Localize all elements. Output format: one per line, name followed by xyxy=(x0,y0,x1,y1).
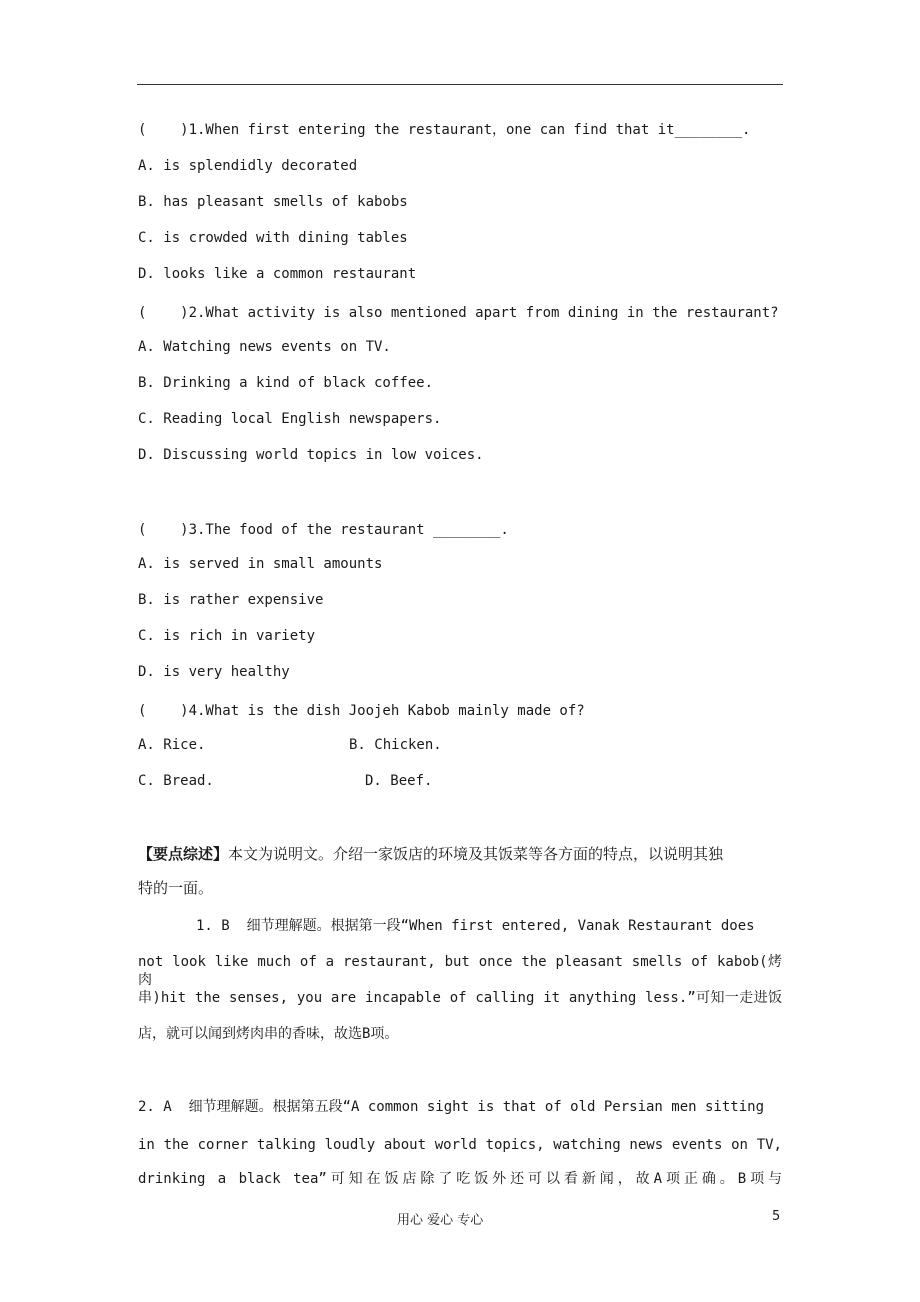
footer-slogan: 用心 爱心 专心 xyxy=(397,1213,484,1228)
question-2-stem: ( )2.What activity is also mentioned apart from dining in the restaurant? xyxy=(138,305,779,321)
answer-1-line-2: not look like much of a restaurant, but once the pleasant smells of kabob(烤肉 xyxy=(138,954,782,988)
question-3-option-d: D. is very healthy xyxy=(138,664,290,680)
question-1-option-a: A. is splendidly decorated xyxy=(138,158,358,174)
page-number: 5 xyxy=(772,1209,781,1224)
summary-line-1 xyxy=(138,844,723,864)
summary-text-1: 本文为说明文。介绍一家饭店的环境及其饭菜等各方面的特点，以说明其独 xyxy=(228,845,724,863)
question-1-option-d: D. looks like a common restaurant xyxy=(138,266,417,282)
header-rule xyxy=(137,84,783,85)
question-3-stem: ( )3.The food of the restaurant ________. xyxy=(138,522,509,538)
answer-2-line-1: 2. A 细节理解题。根据第五段“A common sight is that of old Persian men sitting xyxy=(138,1099,765,1115)
answer-2-line-2: in the corner talking loudly about world topics, watching news events on TV, xyxy=(138,1137,782,1153)
question-4-option-a: A. Rice. xyxy=(138,737,206,753)
question-4-stem: ( )4.What is the dish Joojeh Kabob mainly made of? xyxy=(138,703,585,719)
answer-2-line-3: drinking a black tea”可知在饭店除了吃饭外还可以看新闻，故A项正确。B项与 xyxy=(138,1171,782,1187)
question-3-option-c: C. is rich in variety xyxy=(138,628,316,644)
question-4-option-c: C. Bread. xyxy=(138,773,214,789)
question-1-stem: ( )1.When first entering the restaurant，one can find that it________. xyxy=(138,122,751,138)
summary-heading: 【要点综述】 xyxy=(138,845,229,863)
question-1-option-c: C. is crowded with dining tables xyxy=(138,230,408,246)
answer-1-line-3: 串)hit the senses, you are incapable of calling it anything less.”可知一走进饭 xyxy=(138,990,782,1006)
question-4-option-d: D. Beef. xyxy=(365,773,433,789)
answer-1-line-4: 店，就可以闻到烤肉串的香味，故选B项。 xyxy=(138,1026,399,1042)
question-2-option-d: D. Discussing world topics in low voices. xyxy=(138,447,484,463)
answer-1-line-1: 1. B 细节理解题。根据第一段“When first entered, Vanak Restaurant does xyxy=(196,918,755,934)
question-2-option-a: A. Watching news events on TV. xyxy=(138,339,391,355)
question-2-option-b: B. Drinking a kind of black coffee. xyxy=(138,375,434,391)
summary-line-2: 特的一面。 xyxy=(138,879,214,897)
question-2-option-c: C. Reading local English newspapers. xyxy=(138,411,442,427)
question-3-option-a: A. is served in small amounts xyxy=(138,556,383,572)
question-3-option-b: B. is rather expensive xyxy=(138,592,324,608)
question-4-option-b: B. Chicken. xyxy=(349,737,442,753)
question-1-option-b: B. has pleasant smells of kabobs xyxy=(138,194,408,210)
